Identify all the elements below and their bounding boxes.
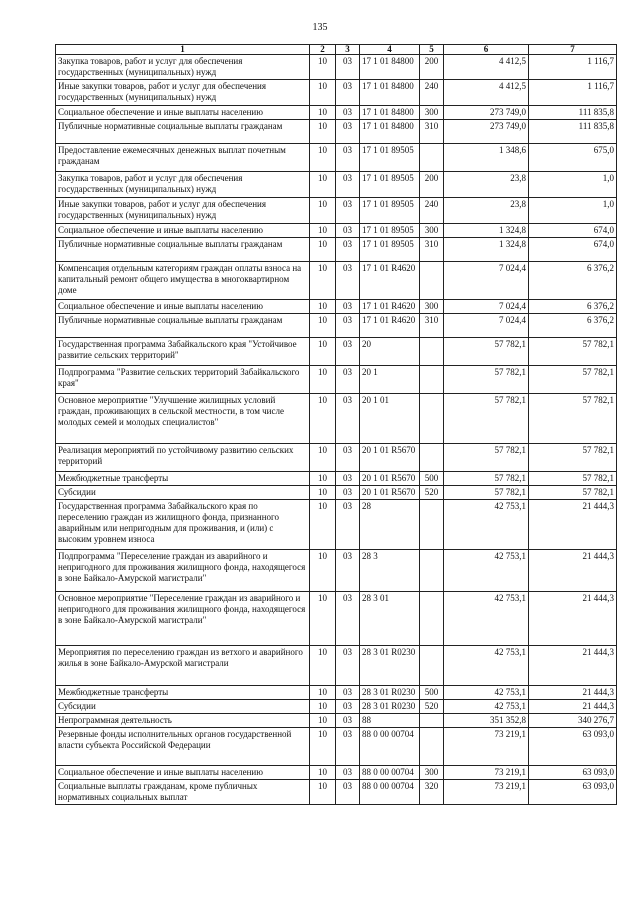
table-row bbox=[56, 444, 617, 472]
subsection-code: 03 bbox=[336, 300, 360, 314]
amount-year-1: 351 352,8 bbox=[444, 714, 529, 728]
expense-type-code: 500 bbox=[420, 686, 444, 700]
row-name: Социальное обеспечение и иные выплаты населению bbox=[56, 106, 310, 120]
section-code: 10 bbox=[310, 338, 336, 366]
target-article-code: 17 1 01 R4620 bbox=[360, 300, 420, 314]
table-row bbox=[56, 80, 617, 106]
target-article-code: 28 3 bbox=[360, 550, 420, 592]
expense-type-code: 310 bbox=[420, 120, 444, 144]
amount-year-1: 273 749,0 bbox=[444, 106, 529, 120]
section-code: 10 bbox=[310, 500, 336, 550]
amount-year-2: 1,0 bbox=[529, 172, 617, 198]
table-row bbox=[56, 780, 617, 805]
row-name: Подпрограмма "Развитие сельских территорий Забайкальского края" bbox=[56, 366, 310, 394]
amount-year-1: 42 753,1 bbox=[444, 550, 529, 592]
amount-year-1: 42 753,1 bbox=[444, 646, 529, 686]
amount-year-2: 675,0 bbox=[529, 144, 617, 172]
amount-year-2: 674,0 bbox=[529, 238, 617, 262]
subsection-code: 03 bbox=[336, 80, 360, 106]
header-col-4: 4 bbox=[360, 45, 420, 55]
page-number: 135 bbox=[312, 22, 328, 33]
section-code: 10 bbox=[310, 198, 336, 224]
row-name: Компенсация отдельным категориям граждан оплаты взноса на капитальный ремонт общего имущества в многоквартирном доме bbox=[56, 262, 310, 300]
header-col-3: 3 bbox=[336, 45, 360, 55]
table-row bbox=[56, 394, 617, 444]
amount-year-2: 21 444,3 bbox=[529, 700, 617, 714]
section-code: 10 bbox=[310, 728, 336, 766]
amount-year-1: 7 024,4 bbox=[444, 300, 529, 314]
target-article-code: 28 bbox=[360, 500, 420, 550]
amount-year-2: 57 782,1 bbox=[529, 486, 617, 500]
amount-year-2: 6 376,2 bbox=[529, 300, 617, 314]
expense-type-code: 240 bbox=[420, 198, 444, 224]
expense-type-code bbox=[420, 394, 444, 444]
target-article-code: 17 1 01 84800 bbox=[360, 55, 420, 80]
target-article-code: 20 1 01 bbox=[360, 394, 420, 444]
row-name: Закупка товаров, работ и услуг для обеспечения государственных (муниципальных) нужд bbox=[56, 172, 310, 198]
amount-year-2: 21 444,3 bbox=[529, 686, 617, 700]
amount-year-2: 57 782,1 bbox=[529, 366, 617, 394]
target-article-code: 17 1 01 89505 bbox=[360, 238, 420, 262]
subsection-code: 03 bbox=[336, 472, 360, 486]
amount-year-1: 73 219,1 bbox=[444, 728, 529, 766]
expense-type-code: 200 bbox=[420, 55, 444, 80]
target-article-code: 17 1 01 89505 bbox=[360, 224, 420, 238]
section-code: 10 bbox=[310, 646, 336, 686]
target-article-code: 20 1 01 R5670 bbox=[360, 444, 420, 472]
target-article-code: 88 0 00 00704 bbox=[360, 780, 420, 805]
row-name: Субсидии bbox=[56, 700, 310, 714]
section-code: 10 bbox=[310, 592, 336, 646]
amount-year-1: 7 024,4 bbox=[444, 314, 529, 338]
row-name: Социальные выплаты гражданам, кроме публичных нормативных социальных выплат bbox=[56, 780, 310, 805]
subsection-code: 03 bbox=[336, 646, 360, 686]
amount-year-2: 63 093,0 bbox=[529, 780, 617, 805]
table-row bbox=[56, 550, 617, 592]
amount-year-1: 7 024,4 bbox=[444, 262, 529, 300]
expense-type-code bbox=[420, 262, 444, 300]
target-article-code: 88 bbox=[360, 714, 420, 728]
subsection-code: 03 bbox=[336, 728, 360, 766]
amount-year-2: 57 782,1 bbox=[529, 394, 617, 444]
section-code: 10 bbox=[310, 314, 336, 338]
row-name: Иные закупки товаров, работ и услуг для обеспечения государственных (муниципальных) нужд bbox=[56, 80, 310, 106]
target-article-code: 28 3 01 R0230 bbox=[360, 686, 420, 700]
row-name: Государственная программа Забайкальского края "Устойчивое развитие сельских территорий" bbox=[56, 338, 310, 366]
amount-year-1: 4 412,5 bbox=[444, 80, 529, 106]
amount-year-2: 6 376,2 bbox=[529, 262, 617, 300]
target-article-code: 17 1 01 89505 bbox=[360, 172, 420, 198]
row-name: Иные закупки товаров, работ и услуг для обеспечения государственных (муниципальных) нужд bbox=[56, 198, 310, 224]
amount-year-1: 57 782,1 bbox=[444, 338, 529, 366]
row-name: Государственная программа Забайкальского края по переселению граждан из жилищного фонда, признанного аварийным или непригодным для проживания, и (или) с высоким уровнем износа bbox=[56, 500, 310, 550]
subsection-code: 03 bbox=[336, 172, 360, 198]
amount-year-2: 21 444,3 bbox=[529, 550, 617, 592]
expense-type-code: 310 bbox=[420, 238, 444, 262]
amount-year-2: 21 444,3 bbox=[529, 592, 617, 646]
expense-type-code: 300 bbox=[420, 106, 444, 120]
subsection-code: 03 bbox=[336, 238, 360, 262]
expense-type-code bbox=[420, 714, 444, 728]
subsection-code: 03 bbox=[336, 486, 360, 500]
table-row bbox=[56, 314, 617, 338]
section-code: 10 bbox=[310, 144, 336, 172]
amount-year-1: 73 219,1 bbox=[444, 766, 529, 780]
section-code: 10 bbox=[310, 172, 336, 198]
row-name: Непрограммная деятельность bbox=[56, 714, 310, 728]
section-code: 10 bbox=[310, 262, 336, 300]
amount-year-1: 1 324,8 bbox=[444, 224, 529, 238]
amount-year-2: 21 444,3 bbox=[529, 646, 617, 686]
header-col-6: 6 bbox=[444, 45, 529, 55]
target-article-code: 28 3 01 bbox=[360, 592, 420, 646]
section-code: 10 bbox=[310, 686, 336, 700]
amount-year-2: 111 835,8 bbox=[529, 106, 617, 120]
header-col-5: 5 bbox=[420, 45, 444, 55]
amount-year-2: 1 116,7 bbox=[529, 55, 617, 80]
target-article-code: 20 1 01 R5670 bbox=[360, 472, 420, 486]
target-article-code: 17 1 01 89505 bbox=[360, 198, 420, 224]
amount-year-2: 674,0 bbox=[529, 224, 617, 238]
table-header-row bbox=[56, 45, 617, 55]
section-code: 10 bbox=[310, 766, 336, 780]
table-row bbox=[56, 224, 617, 238]
row-name: Субсидии bbox=[56, 486, 310, 500]
subsection-code: 03 bbox=[336, 144, 360, 172]
expense-type-code bbox=[420, 550, 444, 592]
section-code: 10 bbox=[310, 486, 336, 500]
subsection-code: 03 bbox=[336, 592, 360, 646]
table-row bbox=[56, 120, 617, 144]
expense-type-code: 300 bbox=[420, 766, 444, 780]
amount-year-2: 1 116,7 bbox=[529, 80, 617, 106]
expense-type-code: 300 bbox=[420, 300, 444, 314]
expense-type-code: 200 bbox=[420, 172, 444, 198]
amount-year-2: 21 444,3 bbox=[529, 500, 617, 550]
subsection-code: 03 bbox=[336, 106, 360, 120]
row-name: Реализация мероприятий по устойчивому развитию сельских территорий bbox=[56, 444, 310, 472]
section-code: 10 bbox=[310, 394, 336, 444]
table-row bbox=[56, 700, 617, 714]
section-code: 10 bbox=[310, 444, 336, 472]
header-col-7: 7 bbox=[529, 45, 617, 55]
section-code: 10 bbox=[310, 238, 336, 262]
subsection-code: 03 bbox=[336, 444, 360, 472]
subsection-code: 03 bbox=[336, 224, 360, 238]
amount-year-1: 57 782,1 bbox=[444, 394, 529, 444]
section-code: 10 bbox=[310, 300, 336, 314]
subsection-code: 03 bbox=[336, 338, 360, 366]
amount-year-1: 23,8 bbox=[444, 172, 529, 198]
section-code: 10 bbox=[310, 780, 336, 805]
table-row bbox=[56, 198, 617, 224]
row-name: Подпрограмма "Переселение граждан из аварийного и непригодного для проживания жилищного фонда, находящегося в зоне Байкало-Амурской магистрали" bbox=[56, 550, 310, 592]
amount-year-1: 23,8 bbox=[444, 198, 529, 224]
subsection-code: 03 bbox=[336, 120, 360, 144]
target-article-code: 20 bbox=[360, 338, 420, 366]
section-code: 10 bbox=[310, 120, 336, 144]
row-name: Межбюджетные трансферты bbox=[56, 686, 310, 700]
subsection-code: 03 bbox=[336, 686, 360, 700]
table-row bbox=[56, 172, 617, 198]
amount-year-1: 42 753,1 bbox=[444, 500, 529, 550]
subsection-code: 03 bbox=[336, 314, 360, 338]
header-col-1: 1 bbox=[56, 45, 310, 55]
subsection-code: 03 bbox=[336, 262, 360, 300]
amount-year-1: 1 348,6 bbox=[444, 144, 529, 172]
section-code: 10 bbox=[310, 700, 336, 714]
subsection-code: 03 bbox=[336, 198, 360, 224]
table-row bbox=[56, 144, 617, 172]
table-row bbox=[56, 262, 617, 300]
subsection-code: 03 bbox=[336, 766, 360, 780]
expense-type-code bbox=[420, 646, 444, 686]
row-name: Закупка товаров, работ и услуг для обеспечения государственных (муниципальных) нужд bbox=[56, 55, 310, 80]
amount-year-1: 57 782,1 bbox=[444, 366, 529, 394]
amount-year-1: 42 753,1 bbox=[444, 700, 529, 714]
section-code: 10 bbox=[310, 55, 336, 80]
table-row bbox=[56, 338, 617, 366]
subsection-code: 03 bbox=[336, 500, 360, 550]
table-row bbox=[56, 686, 617, 700]
subsection-code: 03 bbox=[336, 366, 360, 394]
expense-type-code: 240 bbox=[420, 80, 444, 106]
amount-year-2: 111 835,8 bbox=[529, 120, 617, 144]
row-name: Мероприятия по переселению граждан из ветхого и аварийного жилья в зоне Байкало-Амурской магистрали bbox=[56, 646, 310, 686]
row-name: Социальное обеспечение и иные выплаты населению bbox=[56, 300, 310, 314]
row-name: Резервные фонды исполнительных органов государственной власти субъекта Российской Федерации bbox=[56, 728, 310, 766]
target-article-code: 17 1 01 R4620 bbox=[360, 262, 420, 300]
amount-year-2: 63 093,0 bbox=[529, 766, 617, 780]
table-row bbox=[56, 728, 617, 766]
table-row bbox=[56, 486, 617, 500]
row-name: Публичные нормативные социальные выплаты гражданам bbox=[56, 314, 310, 338]
amount-year-1: 42 753,1 bbox=[444, 592, 529, 646]
table-row bbox=[56, 592, 617, 646]
subsection-code: 03 bbox=[336, 55, 360, 80]
expense-type-code: 300 bbox=[420, 224, 444, 238]
section-code: 10 bbox=[310, 106, 336, 120]
row-name: Основное мероприятие "Переселение граждан из аварийного и непригодного для проживания жилищного фонда, находящегося в зоне Байкало-Амурской магистрали" bbox=[56, 592, 310, 646]
section-code: 10 bbox=[310, 714, 336, 728]
expense-type-code bbox=[420, 366, 444, 394]
expense-type-code bbox=[420, 592, 444, 646]
amount-year-1: 57 782,1 bbox=[444, 472, 529, 486]
target-article-code: 88 0 00 00704 bbox=[360, 728, 420, 766]
amount-year-1: 273 749,0 bbox=[444, 120, 529, 144]
target-article-code: 28 3 01 R0230 bbox=[360, 646, 420, 686]
table-row bbox=[56, 500, 617, 550]
table-row bbox=[56, 766, 617, 780]
amount-year-1: 4 412,5 bbox=[444, 55, 529, 80]
subsection-code: 03 bbox=[336, 780, 360, 805]
subsection-code: 03 bbox=[336, 394, 360, 444]
expense-type-code bbox=[420, 444, 444, 472]
table-row bbox=[56, 106, 617, 120]
section-code: 10 bbox=[310, 472, 336, 486]
table-row bbox=[56, 366, 617, 394]
header-col-2: 2 bbox=[310, 45, 336, 55]
table-row bbox=[56, 714, 617, 728]
section-code: 10 bbox=[310, 224, 336, 238]
expense-type-code: 320 bbox=[420, 780, 444, 805]
subsection-code: 03 bbox=[336, 550, 360, 592]
row-name: Основное мероприятие "Улучшение жилищных условий граждан, проживающих в сельской местности, в том числе молодых семей и молодых специалистов" bbox=[56, 394, 310, 444]
target-article-code: 20 1 bbox=[360, 366, 420, 394]
expense-type-code: 520 bbox=[420, 486, 444, 500]
expense-type-code bbox=[420, 500, 444, 550]
row-name: Социальное обеспечение и иные выплаты населению bbox=[56, 766, 310, 780]
table-row bbox=[56, 300, 617, 314]
table-row bbox=[56, 55, 617, 80]
target-article-code: 17 1 01 R4620 bbox=[360, 314, 420, 338]
target-article-code: 28 3 01 R0230 bbox=[360, 700, 420, 714]
amount-year-1: 42 753,1 bbox=[444, 686, 529, 700]
amount-year-2: 57 782,1 bbox=[529, 338, 617, 366]
amount-year-1: 57 782,1 bbox=[444, 486, 529, 500]
table-row bbox=[56, 238, 617, 262]
row-name: Публичные нормативные социальные выплаты гражданам bbox=[56, 120, 310, 144]
amount-year-2: 1,0 bbox=[529, 198, 617, 224]
section-code: 10 bbox=[310, 366, 336, 394]
budget-table bbox=[55, 44, 617, 805]
amount-year-1: 1 324,8 bbox=[444, 238, 529, 262]
expense-type-code: 520 bbox=[420, 700, 444, 714]
amount-year-2: 6 376,2 bbox=[529, 314, 617, 338]
row-name: Межбюджетные трансферты bbox=[56, 472, 310, 486]
subsection-code: 03 bbox=[336, 714, 360, 728]
expense-type-code bbox=[420, 728, 444, 766]
expense-type-code bbox=[420, 338, 444, 366]
row-name: Предоставление ежемесячных денежных выплат почетным гражданам bbox=[56, 144, 310, 172]
amount-year-2: 63 093,0 bbox=[529, 728, 617, 766]
table-row bbox=[56, 472, 617, 486]
expense-type-code bbox=[420, 144, 444, 172]
target-article-code: 88 0 00 00704 bbox=[360, 766, 420, 780]
amount-year-2: 340 276,7 bbox=[529, 714, 617, 728]
row-name: Публичные нормативные социальные выплаты гражданам bbox=[56, 238, 310, 262]
subsection-code: 03 bbox=[336, 700, 360, 714]
target-article-code: 17 1 01 84800 bbox=[360, 106, 420, 120]
expense-type-code: 310 bbox=[420, 314, 444, 338]
row-name: Социальное обеспечение и иные выплаты населению bbox=[56, 224, 310, 238]
amount-year-1: 73 219,1 bbox=[444, 780, 529, 805]
target-article-code: 17 1 01 89505 bbox=[360, 144, 420, 172]
table-row bbox=[56, 646, 617, 686]
expense-type-code: 500 bbox=[420, 472, 444, 486]
target-article-code: 20 1 01 R5670 bbox=[360, 486, 420, 500]
amount-year-1: 57 782,1 bbox=[444, 444, 529, 472]
target-article-code: 17 1 01 84800 bbox=[360, 80, 420, 106]
amount-year-2: 57 782,1 bbox=[529, 472, 617, 486]
section-code: 10 bbox=[310, 550, 336, 592]
amount-year-2: 57 782,1 bbox=[529, 444, 617, 472]
target-article-code: 17 1 01 84800 bbox=[360, 120, 420, 144]
section-code: 10 bbox=[310, 80, 336, 106]
